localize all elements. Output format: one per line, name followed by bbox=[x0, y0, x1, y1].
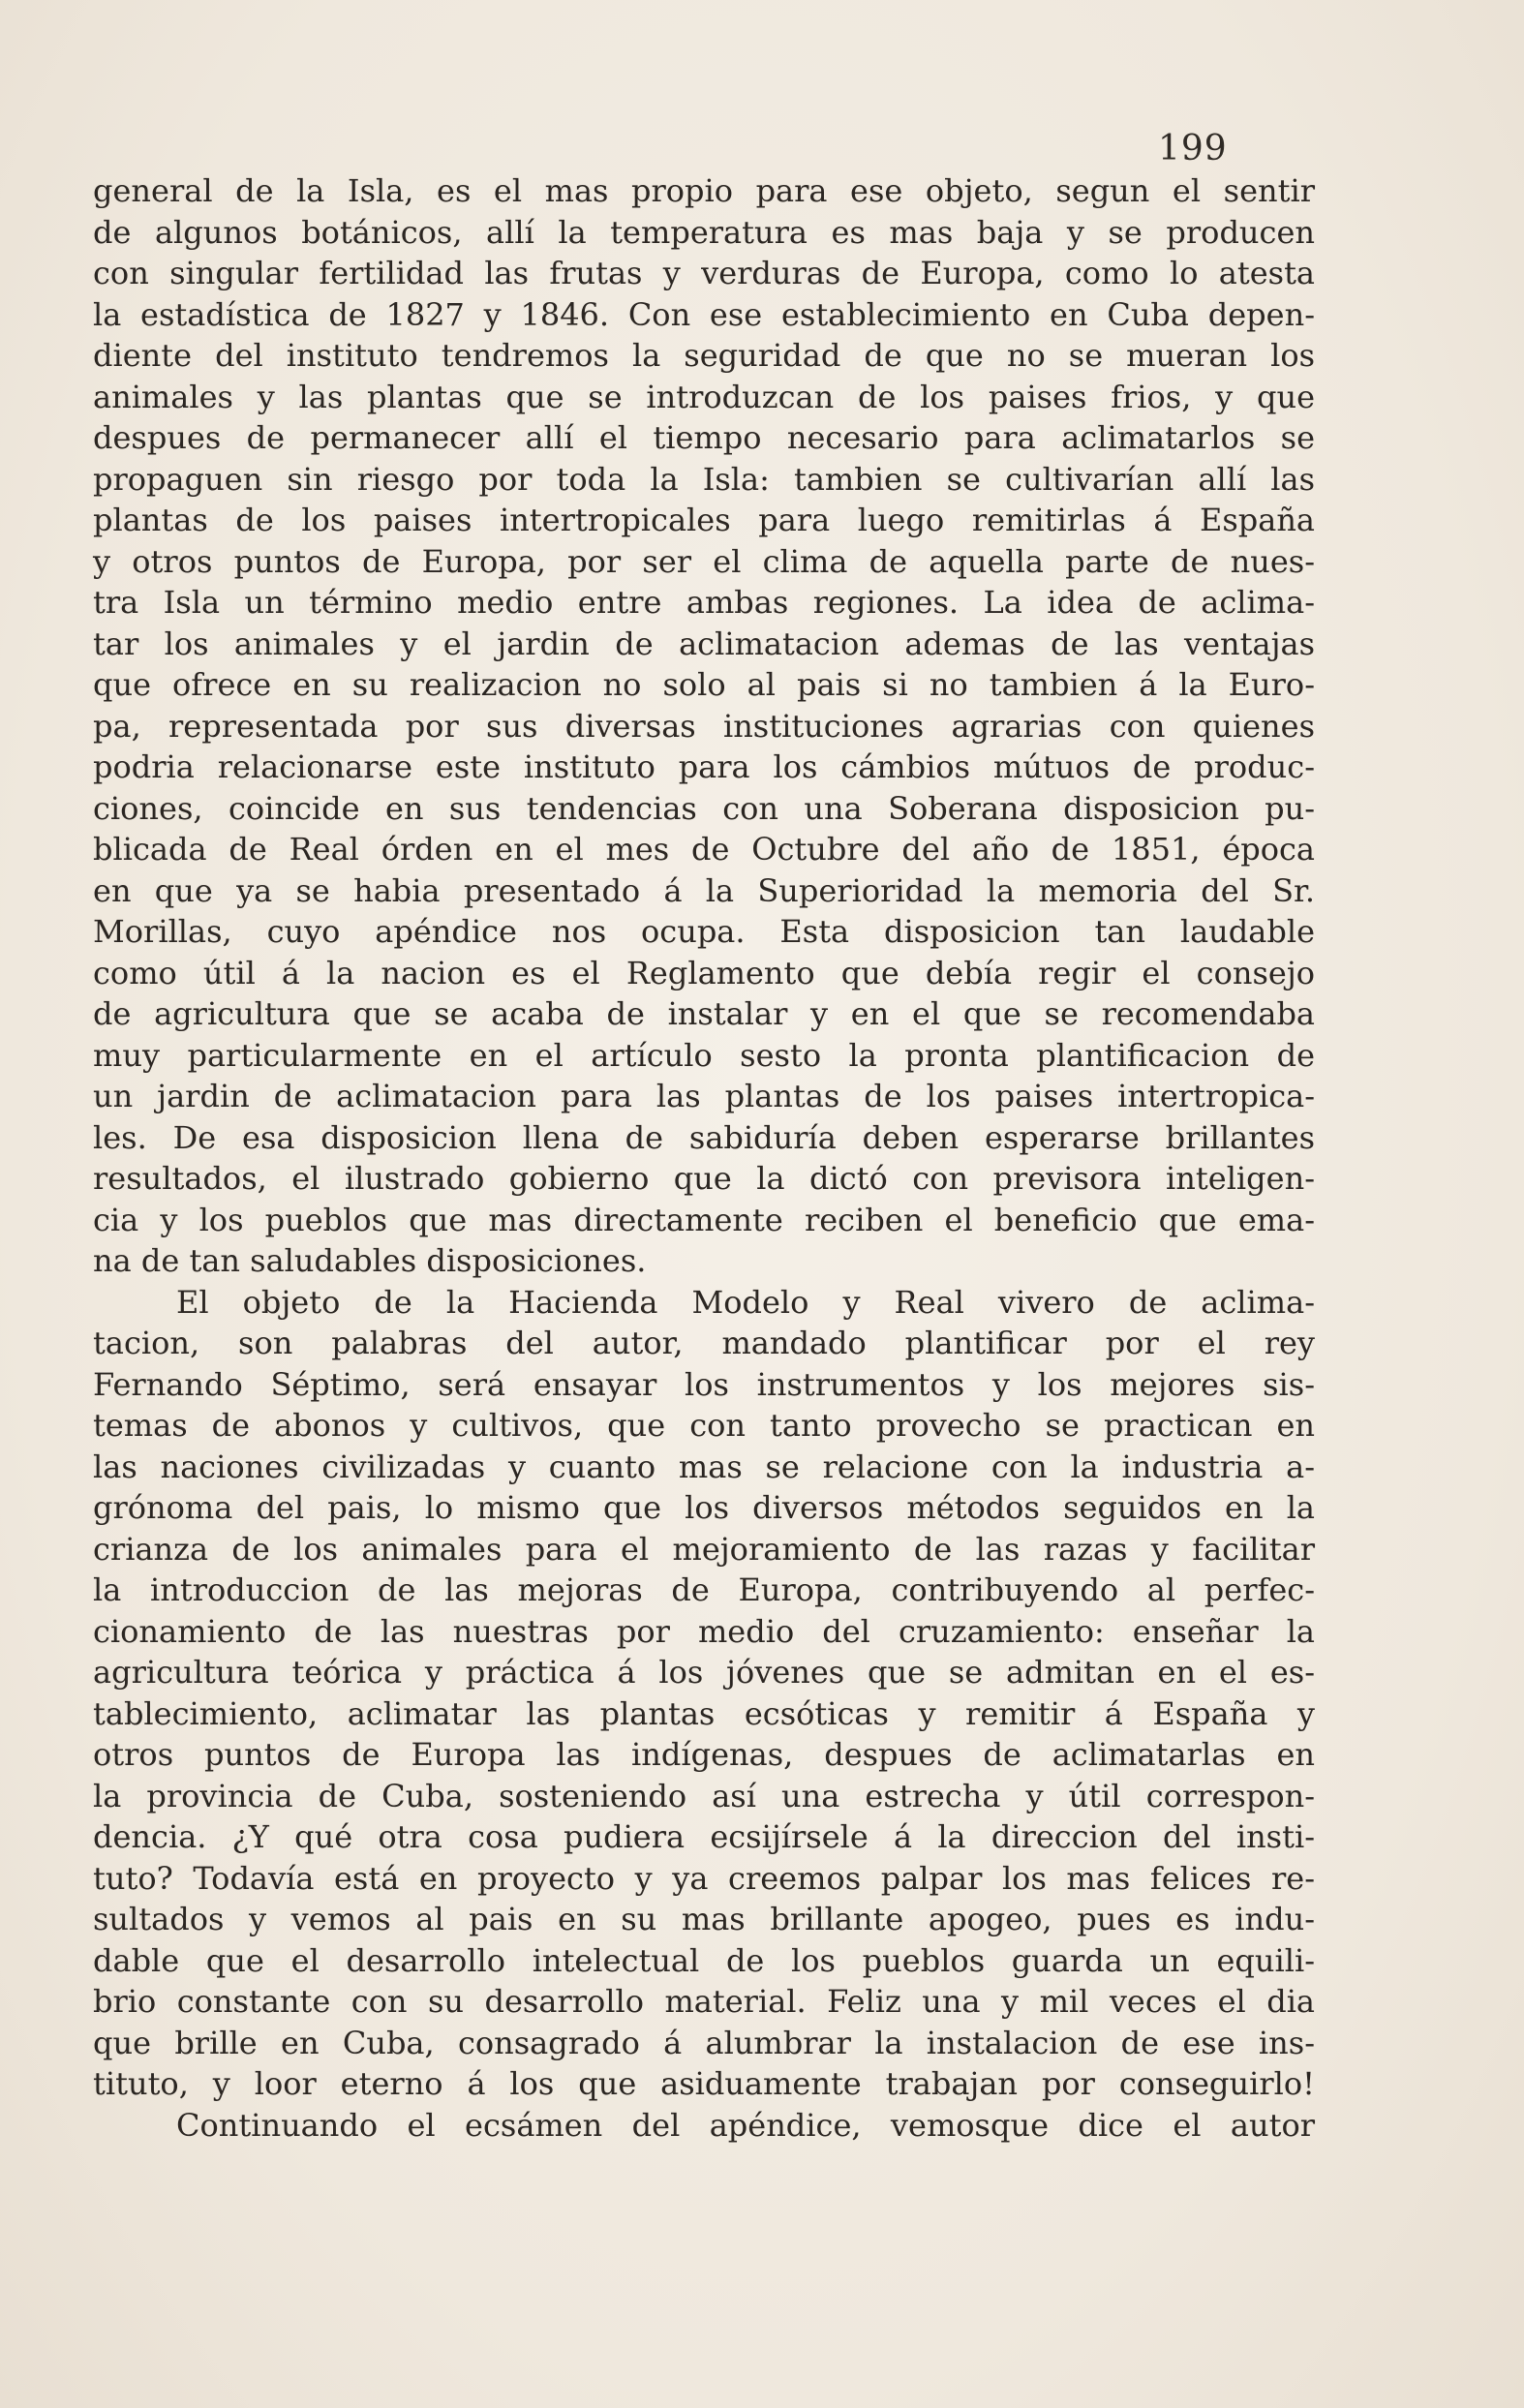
text-line: sultados y vemos al pais en su mas brillante apogeo, pues es indu- bbox=[93, 1901, 1315, 1937]
text-line: crianza de los animales para el mejoramiento de las razas y facilitar bbox=[93, 1530, 1315, 1568]
text-line: las naciones civilizadas y cuanto mas se relacione con la industria a- bbox=[93, 1448, 1315, 1485]
text-line: plantas de los paises intertropicales para luego remitirlas á España bbox=[93, 502, 1315, 538]
text-line: resultados, el ilustrado gobierno que la dictó con previsora inteligen- bbox=[93, 1160, 1315, 1197]
text-line: animales y las plantas que se introduzcan de los paises frios, y que bbox=[93, 378, 1315, 415]
text-line: tar los animales y el jardin de aclimatacion ademas de las ventajas bbox=[93, 625, 1315, 662]
text-line: les. De esa disposicion llena de sabiduría deben esperarse brillantes bbox=[93, 1118, 1315, 1156]
text-line: blicada de Real órden en el mes de Octubre del año de 1851, época bbox=[93, 831, 1315, 868]
text-line: en que ya se habia presentado á la Superioridad la memoria del Sr. bbox=[93, 871, 1315, 909]
text-line: ciones, coincide en sus tendencias con una Soberana disposicion pu- bbox=[93, 789, 1315, 827]
text-line: dencia. ¿Y qué otra cosa pudiera ecsijírsele á la direccion del insti- bbox=[93, 1818, 1315, 1855]
text-line: despues de permanecer allí el tiempo necesario para aclimatarlos se bbox=[93, 419, 1315, 456]
text-line: tacion, son palabras del autor, mandado plantificar por el rey bbox=[93, 1325, 1315, 1361]
text-line: tituto, y loor eterno á los que asiduamente trabajan por conseguirlo! bbox=[93, 2065, 1315, 2102]
text-line: muy particularmente en el artículo sesto la pronta plantificacion de bbox=[93, 1036, 1315, 1074]
text-line: cionamiento de las nuestras por medio del cruzamiento: enseñar la bbox=[93, 1612, 1315, 1650]
text-line: y otros puntos de Europa, por ser el clima de aquella parte de nues- bbox=[93, 542, 1315, 580]
body-text bbox=[93, 170, 1315, 2146]
text-line: un jardin de aclimatacion para las plantas de los paises intertropica- bbox=[93, 1078, 1315, 1114]
text-line: la introduccion de las mejoras de Europa, contribuyendo al perfec- bbox=[93, 1571, 1315, 1608]
text-line: general de la Isla, es el mas propio para ese objeto, segun el sentir bbox=[93, 172, 1315, 209]
text-line: cia y los pueblos que mas directamente reciben el beneficio que ema- bbox=[93, 1201, 1315, 1238]
text-line: temas de abonos y cultivos, que con tanto provecho se practican en bbox=[93, 1407, 1315, 1444]
text-line: pa, representada por sus diversas instituciones agrarias con quienes bbox=[93, 707, 1315, 745]
text-line: propaguen sin riesgo por toda la Isla: tambien se cultivarían allí las bbox=[93, 460, 1315, 498]
text-line: tra Isla un término medio entre ambas regiones. La idea de aclima- bbox=[93, 584, 1315, 621]
text-line: tablecimiento, aclimatar las plantas ecsóticas y remitir á España y bbox=[93, 1694, 1315, 1732]
text-line: que brille en Cuba, consagrado á alumbrar la instalacion de ese ins- bbox=[93, 2024, 1315, 2061]
text-line: con singular fertilidad las frutas y verduras de Europa, como lo atesta bbox=[93, 255, 1315, 291]
text-line: que ofrece en su realizacion no solo al pais si no tambien á la Euro- bbox=[93, 666, 1315, 703]
text-line: como útil á la nacion es el Reglamento que debía regir el consejo bbox=[93, 954, 1315, 991]
text-line: podria relacionarse este instituto para los cámbios mútuos de produc- bbox=[93, 748, 1315, 785]
text-line: la provincia de Cuba, sosteniendo así una estrecha y útil correspon- bbox=[93, 1777, 1315, 1814]
text-line: diente del instituto tendremos la seguridad de que no se mueran los bbox=[93, 337, 1315, 374]
text-line: Fernando Séptimo, será ensayar los instrumentos y los mejores sis- bbox=[93, 1365, 1315, 1403]
text-line: grónoma del pais, lo mismo que los diversos métodos seguidos en la bbox=[93, 1489, 1315, 1526]
text-line: otros puntos de Europa las indígenas, despues de aclimatarlas en bbox=[93, 1736, 1315, 1773]
paragraph-start-line: El objeto de la Hacienda Modelo y Real vivero de aclima- bbox=[176, 1283, 1315, 1321]
text-line: Morillas, cuyo apéndice nos ocupa. Esta disposicion tan laudable bbox=[93, 913, 1315, 950]
text-line: brio constante con su desarrollo material. Feliz una y mil veces el dia bbox=[93, 1983, 1315, 2020]
paragraph-start-line: Continuando el ecsámen del apéndice, vemosque dice el autor bbox=[176, 2106, 1315, 2144]
text-line: agricultura teórica y práctica á los jóvenes que se admitan en el es- bbox=[93, 1654, 1315, 1691]
paragraph-end-line: na de tan saludables disposiciones. bbox=[93, 1242, 647, 1279]
text-line: dable que el desarrollo intelectual de los pueblos guarda un equili- bbox=[93, 1941, 1315, 1979]
text-line: la estadística de 1827 y 1846. Con ese establecimiento en Cuba depen- bbox=[93, 295, 1315, 333]
text-line: de algunos botánicos, allí la temperatura es mas baja y se producen bbox=[93, 213, 1315, 251]
text-line: de agricultura que se acaba de instalar y en el que se recomendaba bbox=[93, 995, 1315, 1032]
text-line: tuto? Todavía está en proyecto y ya creemos palpar los mas felices re- bbox=[93, 1859, 1315, 1897]
page-number: 199 bbox=[1158, 129, 1228, 168]
